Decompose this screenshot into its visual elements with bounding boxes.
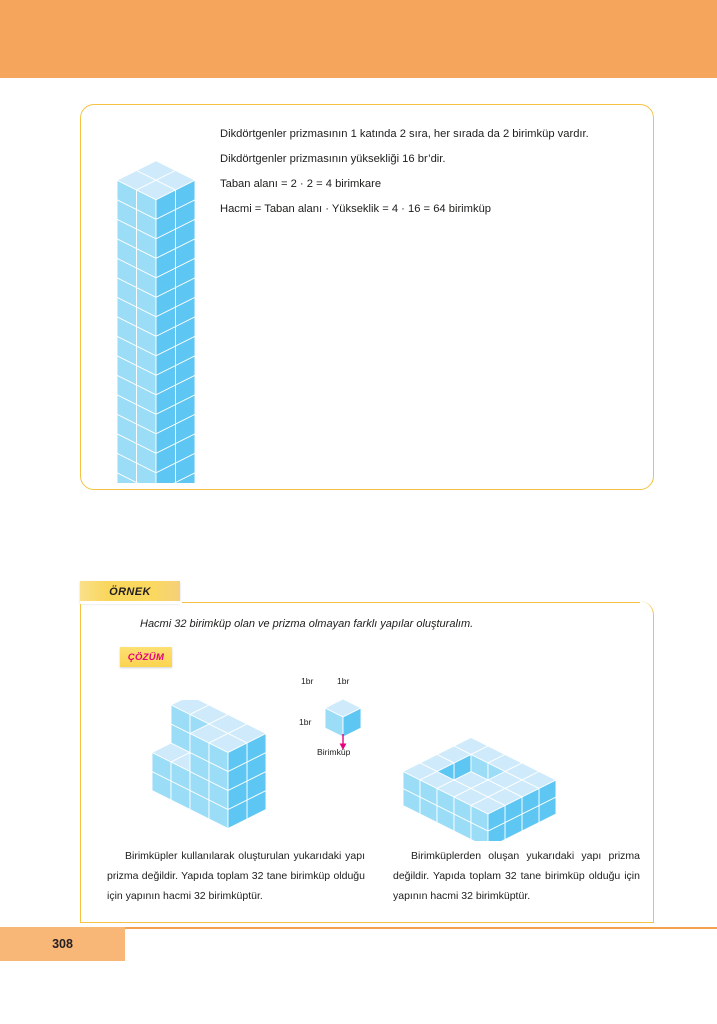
unit-cube-caption: Birimküp bbox=[317, 747, 351, 757]
info-box-text bbox=[220, 122, 640, 222]
info-line-3: Taban alanı = 2 · 2 = 4 birimkare bbox=[220, 178, 382, 190]
page-number: 308 bbox=[52, 937, 73, 951]
explanation-right bbox=[393, 846, 640, 906]
info-line-1: Dikdörtgenler prizmasının 1 katında 2 sıra, her sırada da 2 birimküp vardır. bbox=[220, 128, 589, 140]
cozum-label: ÇÖZÜM bbox=[127, 651, 165, 663]
example-question: Hacmi 32 birimküp olan ve prizma olmayan farklı yapılar oluşturalım. bbox=[140, 618, 474, 630]
info-line-4: Hacmi = Taban alanı · Yükseklik = 4 · 16 = 64 birimküp bbox=[220, 203, 492, 215]
info-line-2: Dikdörtgenler prizmasının yüksekliği 16 br’dir. bbox=[220, 153, 446, 165]
stepped-structure-figure bbox=[115, 700, 305, 840]
page-number-block bbox=[0, 927, 125, 961]
example-box-top-gap bbox=[80, 601, 182, 604]
prism-svg bbox=[104, 108, 208, 483]
unit-label-top-left: 1br bbox=[301, 676, 314, 686]
page-header-bar bbox=[0, 0, 717, 78]
ornek-label: ÖRNEK bbox=[109, 586, 151, 598]
cozum-badge bbox=[120, 647, 172, 667]
unit-cube-figure bbox=[293, 676, 403, 766]
unit-label-top-right: 1br bbox=[337, 676, 350, 686]
stepped-structure-svg bbox=[115, 700, 305, 840]
explanation-left-text: Birimküpler kullanılarak oluşturulan yukarıdaki yapı prizma değildir. Yapıda toplam 32 tane birimküp olduğu için yapının hacmi 32 birimküptür. bbox=[107, 850, 365, 902]
notched-slab-svg bbox=[393, 733, 588, 841]
unit-label-left: 1br bbox=[299, 717, 312, 727]
prism-figure bbox=[104, 108, 208, 483]
explanation-right-text: Birimküplerden oluşan yukarıdaki yapı prizma değildir. Yapıda toplam 32 tane birimküp olduğu için yapının hacmi 32 birimküptür. bbox=[393, 850, 640, 902]
notched-slab-figure bbox=[393, 733, 588, 841]
explanation-left bbox=[107, 846, 365, 906]
ornek-tab bbox=[80, 581, 180, 603]
footer-divider bbox=[125, 927, 717, 929]
